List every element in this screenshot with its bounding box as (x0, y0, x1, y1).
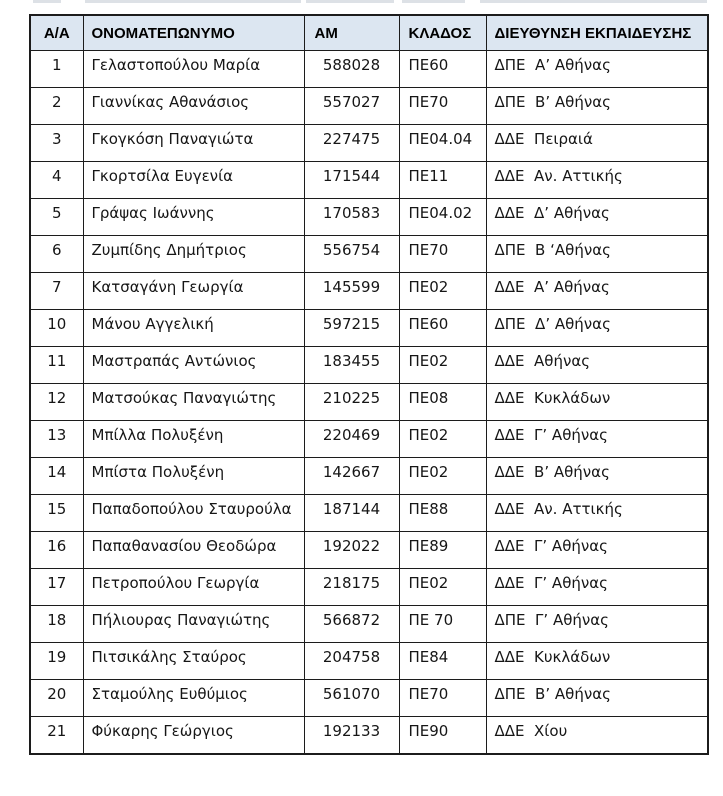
header-index: Α/Α (30, 15, 83, 51)
table-row (30, 532, 708, 569)
table-row (30, 273, 708, 310)
cell-directorate: ΔΔΕ Πειραιά (486, 125, 708, 162)
table-row (30, 51, 708, 88)
header-klados: ΚΛΑΔΟΣ (399, 15, 486, 51)
page-artifact-strip (33, 0, 61, 3)
cell-name: Γκορτσίλα Ευγενία (83, 162, 304, 199)
table-row (30, 458, 708, 495)
cell-name: Μπίστα Πολυξένη (83, 458, 304, 495)
cell-index: 1 (30, 51, 83, 88)
cell-am: 192133 (304, 717, 399, 755)
page-artifact-strip (480, 0, 707, 3)
header-am: ΑΜ (304, 15, 399, 51)
cell-name: Ματσούκας Παναγιώτης (83, 384, 304, 421)
cell-am: 187144 (304, 495, 399, 532)
cell-klados: ΠΕ02 (399, 421, 486, 458)
cell-name: Φύκαρης Γεώργιος (83, 717, 304, 755)
cell-name: Γράψας Ιωάννης (83, 199, 304, 236)
cell-directorate: ΔΔΕ Κυκλάδων (486, 643, 708, 680)
cell-directorate: ΔΔΕ Α’ Αθήνας (486, 273, 708, 310)
cell-klados: ΠΕ60 (399, 310, 486, 347)
cell-klados: ΠΕ11 (399, 162, 486, 199)
cell-am: 566872 (304, 606, 399, 643)
table-row (30, 421, 708, 458)
cell-directorate: ΔΠΕ Δ’ Αθήνας (486, 310, 708, 347)
cell-directorate: ΔΔΕ Κυκλάδων (486, 384, 708, 421)
cell-klados: ΠΕ02 (399, 458, 486, 495)
cell-am: 204758 (304, 643, 399, 680)
cell-index: 13 (30, 421, 83, 458)
cell-directorate: ΔΔΕ Αν. Αττικής (486, 162, 708, 199)
cell-index: 15 (30, 495, 83, 532)
table-header-row (30, 15, 708, 51)
cell-am: 556754 (304, 236, 399, 273)
table-row (30, 236, 708, 273)
cell-index: 10 (30, 310, 83, 347)
cell-am: 183455 (304, 347, 399, 384)
table-row (30, 384, 708, 421)
cell-am: 170583 (304, 199, 399, 236)
table-body (30, 51, 708, 755)
cell-directorate: ΔΔΕ Γ’ Αθήνας (486, 569, 708, 606)
cell-am: 192022 (304, 532, 399, 569)
table-row (30, 495, 708, 532)
cell-klados: ΠΕ89 (399, 532, 486, 569)
cell-directorate: ΔΠΕ Β’ Αθήνας (486, 88, 708, 125)
cell-name: Παπαδοπούλου Σταυρούλα (83, 495, 304, 532)
table-row (30, 680, 708, 717)
cell-klados: ΠΕ70 (399, 236, 486, 273)
table-row (30, 569, 708, 606)
cell-am: 220469 (304, 421, 399, 458)
cell-directorate: ΔΔΕ Χίου (486, 717, 708, 755)
table-row (30, 199, 708, 236)
cell-name: Γελαστοπούλου Μαρία (83, 51, 304, 88)
cell-am: 210225 (304, 384, 399, 421)
table-row (30, 310, 708, 347)
cell-name: Πιτσικάλης Σταύρος (83, 643, 304, 680)
cell-klados: ΠΕ70 (399, 680, 486, 717)
cell-index: 14 (30, 458, 83, 495)
cell-name: Πετροπούλου Γεωργία (83, 569, 304, 606)
cell-klados: ΠΕ04.04 (399, 125, 486, 162)
cell-klados: ΠΕ 70 (399, 606, 486, 643)
cell-name: Γιαννίκας Αθανάσιος (83, 88, 304, 125)
cell-klados: ΠΕ02 (399, 347, 486, 384)
cell-am: 142667 (304, 458, 399, 495)
cell-index: 20 (30, 680, 83, 717)
cell-name: Μπίλλα Πολυξένη (83, 421, 304, 458)
cell-klados: ΠΕ04.02 (399, 199, 486, 236)
page-artifact-strip (306, 0, 394, 3)
cell-index: 19 (30, 643, 83, 680)
cell-klados: ΠΕ90 (399, 717, 486, 755)
cell-am: 171544 (304, 162, 399, 199)
cell-index: 12 (30, 384, 83, 421)
cell-am: 227475 (304, 125, 399, 162)
cell-klados: ΠΕ02 (399, 569, 486, 606)
cell-klados: ΠΕ70 (399, 88, 486, 125)
personnel-table (29, 14, 709, 755)
table-row (30, 347, 708, 384)
table-row (30, 88, 708, 125)
cell-name: Μάνου Αγγελική (83, 310, 304, 347)
table-row (30, 125, 708, 162)
cell-index: 6 (30, 236, 83, 273)
cell-directorate: ΔΠΕ Β’ Αθήνας (486, 680, 708, 717)
cell-klados: ΠΕ60 (399, 51, 486, 88)
cell-name: Γκογκόση Παναγιώτα (83, 125, 304, 162)
header-name: ΟΝΟΜΑΤΕΠΩΝΥΜΟ (83, 15, 304, 51)
cell-directorate: ΔΔΕ Αν. Αττικής (486, 495, 708, 532)
cell-am: 597215 (304, 310, 399, 347)
cell-index: 18 (30, 606, 83, 643)
cell-index: 7 (30, 273, 83, 310)
cell-index: 5 (30, 199, 83, 236)
cell-name: Πήλιουρας Παναγιώτης (83, 606, 304, 643)
table-row (30, 643, 708, 680)
cell-name: Παπαθανασίου Θεοδώρα (83, 532, 304, 569)
cell-directorate: ΔΔΕ Δ’ Αθήνας (486, 199, 708, 236)
header-directorate: ΔΙΕΥΘΥΝΣΗ ΕΚΠΑΙΔΕΥΣΗΣ (486, 15, 708, 51)
table-header (30, 15, 708, 51)
cell-klados: ΠΕ08 (399, 384, 486, 421)
cell-index: 4 (30, 162, 83, 199)
cell-index: 3 (30, 125, 83, 162)
cell-index: 16 (30, 532, 83, 569)
cell-index: 11 (30, 347, 83, 384)
table-row (30, 717, 708, 755)
cell-directorate: ΔΔΕ Β’ Αθήνας (486, 458, 708, 495)
cell-klados: ΠΕ02 (399, 273, 486, 310)
cell-directorate: ΔΠΕ Α’ Αθήνας (486, 51, 708, 88)
cell-directorate: ΔΠΕ Β ‘Αθήνας (486, 236, 708, 273)
cell-am: 145599 (304, 273, 399, 310)
page-artifact-strip (402, 0, 465, 3)
cell-klados: ΠΕ88 (399, 495, 486, 532)
table-row (30, 606, 708, 643)
cell-directorate: ΔΠΕ Γ’ Αθήνας (486, 606, 708, 643)
cell-klados: ΠΕ84 (399, 643, 486, 680)
cell-directorate: ΔΔΕ Γ’ Αθήνας (486, 532, 708, 569)
cell-directorate: ΔΔΕ Γ’ Αθήνας (486, 421, 708, 458)
cell-index: 2 (30, 88, 83, 125)
cell-name: Ζυμπίδης Δημήτριος (83, 236, 304, 273)
cell-name: Κατσαγάνη Γεωργία (83, 273, 304, 310)
cell-name: Σταμούλης Ευθύμιος (83, 680, 304, 717)
cell-am: 588028 (304, 51, 399, 88)
cell-am: 557027 (304, 88, 399, 125)
cell-index: 17 (30, 569, 83, 606)
cell-index: 21 (30, 717, 83, 755)
cell-name: Μαστραπάς Αντώνιος (83, 347, 304, 384)
cell-directorate: ΔΔΕ Αθήνας (486, 347, 708, 384)
table-row (30, 162, 708, 199)
cell-am: 561070 (304, 680, 399, 717)
page-artifact-strip (85, 0, 301, 3)
cell-am: 218175 (304, 569, 399, 606)
